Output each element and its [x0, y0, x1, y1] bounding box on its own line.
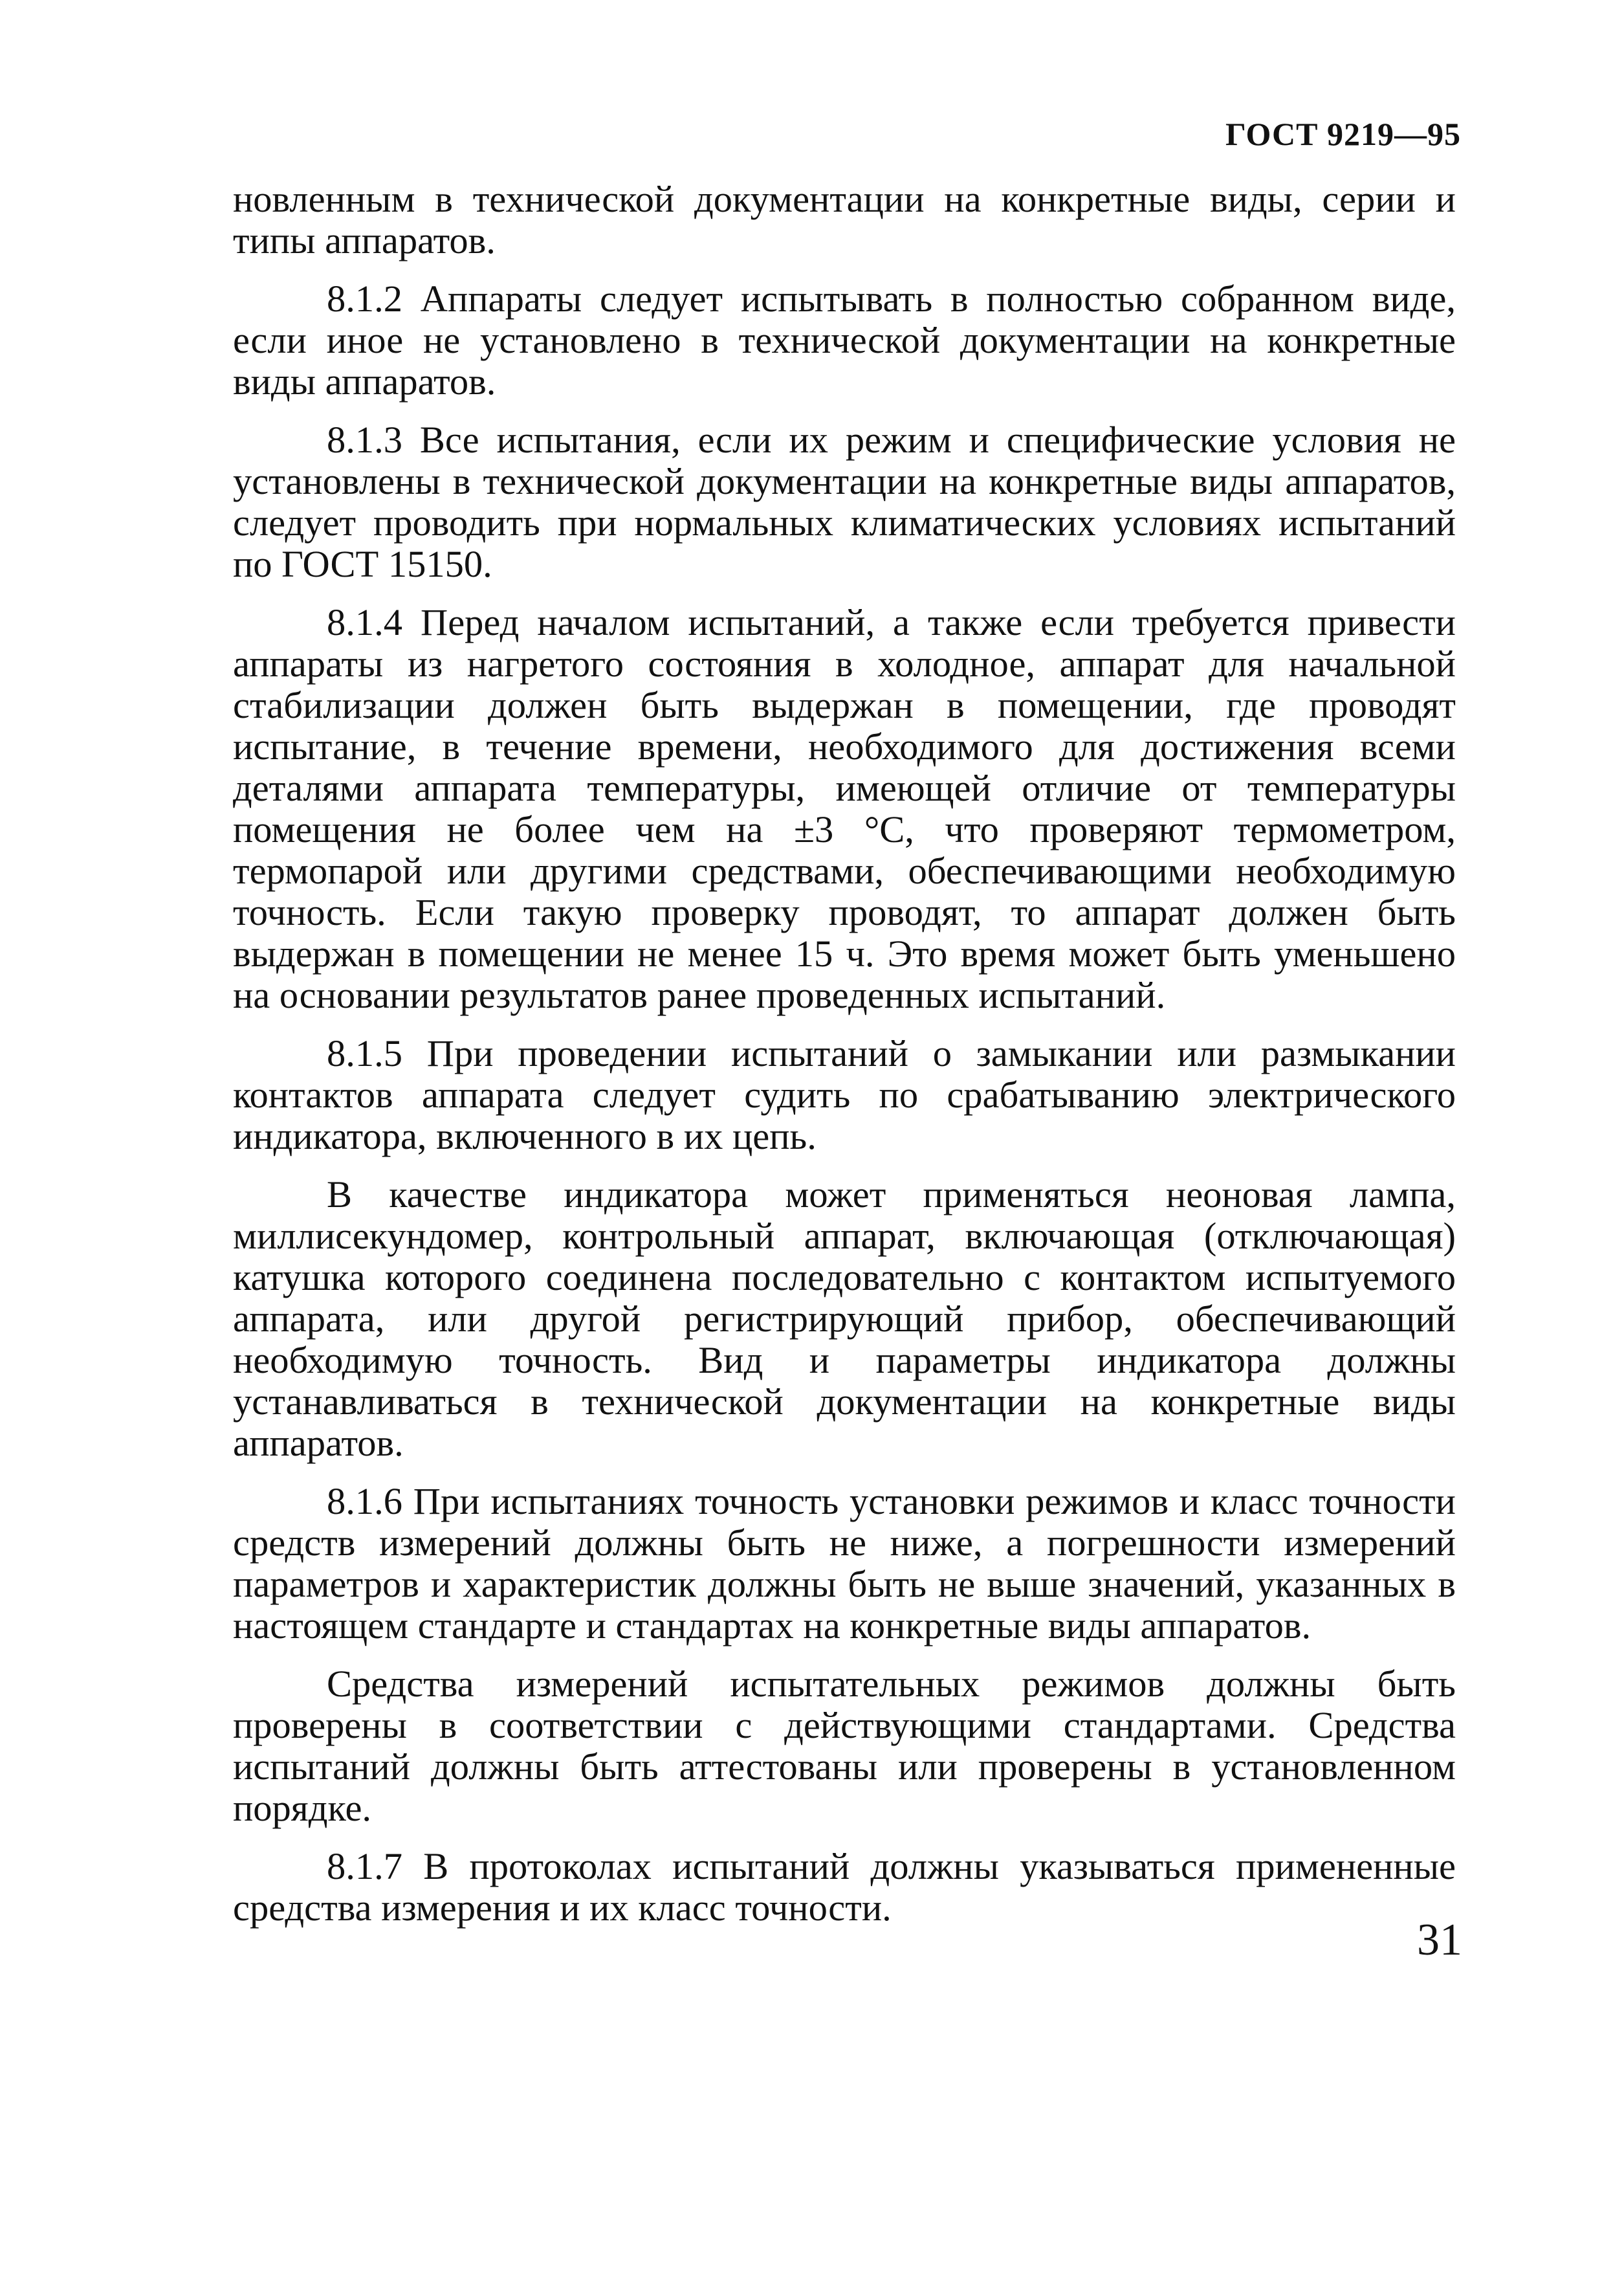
page-number: 31: [1417, 1915, 1462, 1965]
document-body: [233, 179, 1456, 1946]
paragraph-measurement-means: Средства измерений испытательных режимов должны быть проверены в соответствии с действующими стандартами. Средства испытаний должны быть аттестованы или проверены в установленном порядке.: [233, 1663, 1456, 1829]
paragraph-indicator: В качестве индикатора может применяться неоновая лампа, миллисекундомер, контрольный аппарат, включающая (отключающая) катушка которого соединена последовательно с контактом испытуемого аппарата, или другой регистрирующий прибор, обеспечивающий необходимую точность. Вид и параметры индикатора должны устанавливаться в технической документации на конкретные виды аппаратов.: [233, 1173, 1456, 1464]
paragraph-continuation: новленным в технической документации на конкретные виды, серии и типы аппаратов.: [233, 178, 1456, 261]
paragraph-8-1-7: 8.1.7 В протоколах испытаний должны указываться примененные средства измерения и их класс точности.: [233, 1845, 1456, 1929]
paragraph-8-1-6: 8.1.6 При испытаниях точность установки режимов и класс точности средств измерений должны быть не ниже, а погрешности измерений параметров и характеристик должны быть не выше значений, указанных в настоящем стандарте и стандартах на конкретные виды аппаратов.: [233, 1480, 1456, 1646]
paragraph-8-1-5: 8.1.5 При проведении испытаний о замыкании или размыкании контактов аппарата следует судить по срабатыванию электрического индикатора, включенного в их цепь.: [233, 1032, 1456, 1157]
paragraph-8-1-4: 8.1.4 Перед началом испытаний, а также если требуется привести аппараты из нагретого состояния в холодное, аппарат для начальной стабилизации должен быть выдержан в помещении, где проводят испытание, в течение времени, необходимого для достижения всеми деталями аппарата температуры, имеющей отличие от температуры помещения не более чем на ±3 °С, что проверяют термометром, термопарой или другими средствами, обеспечивающими необходимую точность. Если такую проверку проводят, то аппарат должен быть выдержан в помещении не менее 15 ч. Это время может быть уменьшено на основании результатов ранее проведенных испытаний.: [233, 601, 1456, 1016]
paragraph-8-1-2: 8.1.2 Аппараты следует испытывать в полностью собранном виде, если иное не установлено в технической документации на конкретные виды аппаратов.: [233, 278, 1456, 403]
paragraph-8-1-3: 8.1.3 Все испытания, если их режим и специфические условия не установлены в технической документации на конкретные виды аппаратов, следует проводить при нормальных климатических условиях испытаний по ГОСТ 15150.: [233, 419, 1456, 585]
document-code-header: ГОСТ 9219—95: [1225, 116, 1461, 152]
